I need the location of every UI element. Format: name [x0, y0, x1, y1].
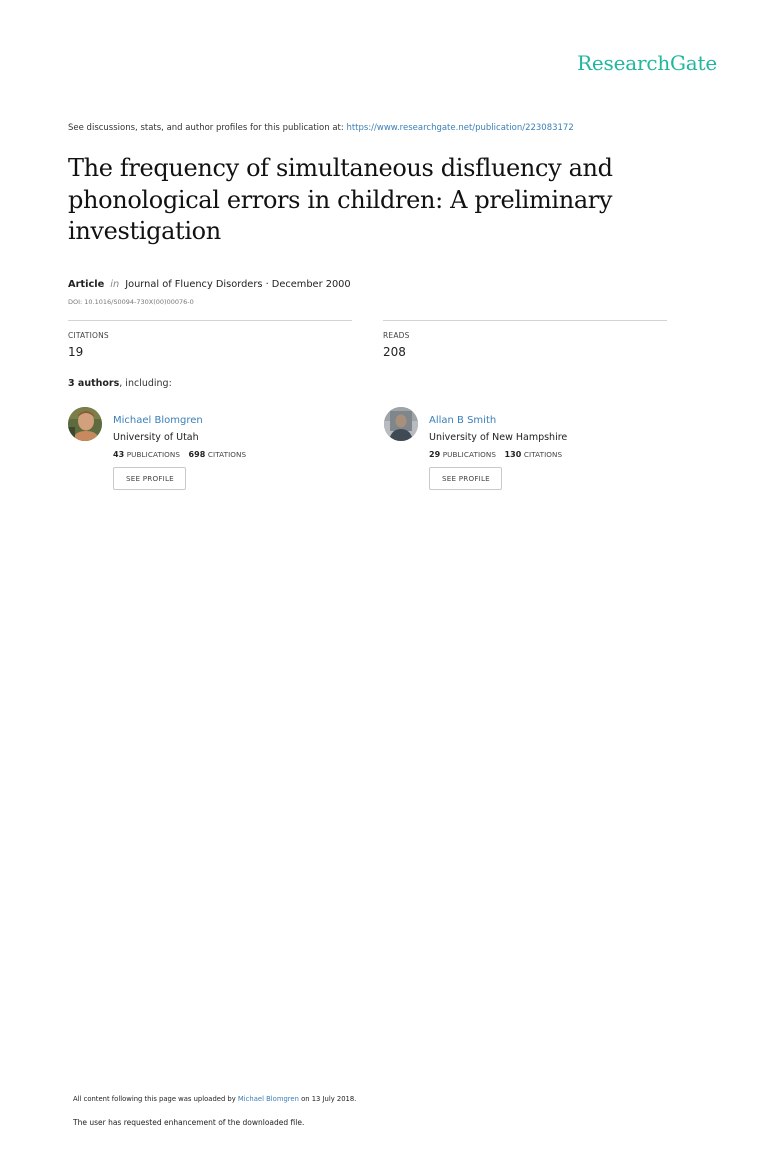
reads-stat — [383, 320, 667, 359]
authors-count: 3 authors — [68, 378, 120, 389]
reads-value: 208 — [383, 345, 406, 359]
author-card — [68, 407, 358, 497]
citations-count: 130 — [504, 450, 522, 459]
enhancement-note: The user has requested enhancement of the downloaded file. — [73, 1118, 305, 1127]
in-label: in — [110, 279, 120, 290]
uploader-link[interactable]: Michael Blomgren — [237, 1095, 299, 1103]
publication-type: Article — [68, 279, 105, 290]
journal-info: Journal of Fluency Disorders · December 2000 — [125, 279, 351, 290]
author-photo-icon — [384, 407, 418, 441]
see-profile-button[interactable]: SEE PROFILE — [113, 467, 186, 490]
citations-label: CITATIONS — [68, 331, 109, 340]
author-institution: University of New Hampshire — [429, 432, 568, 443]
author-institution: University of Utah — [113, 432, 199, 443]
publication-title: The frequency of simultaneous disfluency and phonological errors in children: A preliminary investigation — [68, 154, 613, 245]
reads-label: READS — [383, 331, 410, 340]
intro-text: See discussions, stats, and author profiles for this publication at: — [68, 123, 347, 133]
author-counts — [429, 450, 567, 459]
author-name-link[interactable]: Michael Blomgren — [113, 415, 203, 426]
publications-label: PUBLICATIONS — [126, 450, 181, 459]
doi-text: DOI: 10.1016/S0094-730X(00)00076-0 — [68, 298, 194, 306]
upload-prefix: All content following this page was uploaded by — [73, 1095, 238, 1103]
publications-count: 29 — [429, 450, 441, 459]
publication-meta — [68, 279, 351, 290]
author-counts — [113, 450, 246, 459]
researchgate-logo[interactable]: ResearchGate — [577, 51, 717, 75]
publication-url-link[interactable]: https://www.researchgate.net/publication/223083172 — [346, 123, 574, 133]
authors-suffix: , including: — [119, 378, 172, 389]
author-photo-icon — [68, 407, 102, 441]
author-name-link[interactable]: Allan B Smith — [429, 415, 497, 426]
citations-count-label: CITATIONS — [523, 450, 563, 459]
upload-suffix: on 13 July 2018. — [298, 1095, 357, 1103]
avatar[interactable] — [384, 407, 418, 441]
citations-value: 19 — [68, 345, 84, 359]
see-profile-button[interactable]: SEE PROFILE — [429, 467, 502, 490]
authors-summary — [68, 378, 172, 389]
avatar[interactable] — [68, 407, 102, 441]
citations-count-label: CITATIONS — [207, 450, 247, 459]
author-card — [384, 407, 674, 497]
citations-count: 698 — [188, 450, 206, 459]
citations-stat — [68, 320, 352, 359]
upload-note — [73, 1095, 356, 1103]
intro-line — [68, 123, 574, 133]
publications-label: PUBLICATIONS — [442, 450, 497, 459]
publications-count: 43 — [113, 450, 125, 459]
